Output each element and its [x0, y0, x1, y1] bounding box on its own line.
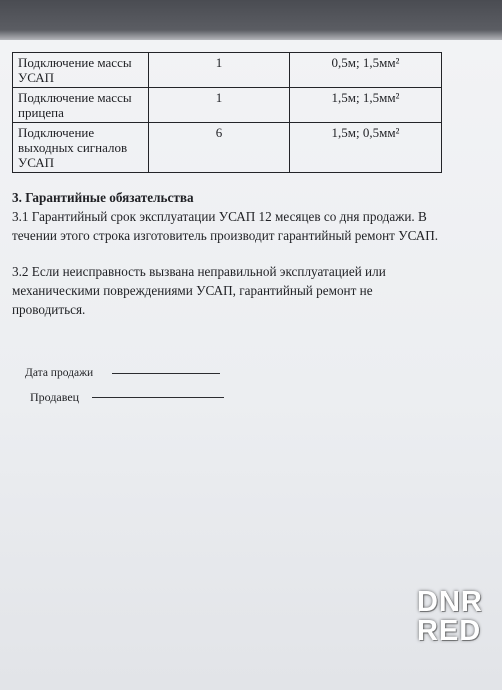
cable-section-cell: 1,5м; 1,5мм²	[290, 88, 442, 123]
warranty-paragraph-1: 3.1 Гарантийный срок эксплуатации УСАП 12 месяцев со дня продажи. В течении этого строка изготовитель производит гарантийный ремонт УСАП.	[12, 209, 439, 243]
cable-qty-cell: 1	[149, 88, 290, 123]
table-row	[13, 88, 442, 123]
sale-date-label: Дата продажи	[25, 367, 94, 379]
watermark-line-1: DNR	[417, 586, 483, 618]
cable-name-cell: Подключение выходных сигналов УСАП	[13, 123, 149, 173]
cable-qty-cell: 1	[149, 53, 290, 88]
sale-date-line	[112, 373, 220, 374]
seller-line	[92, 397, 224, 398]
cable-qty-cell: 6	[149, 123, 290, 173]
warranty-paragraph-2: 3.2 Если неисправность вызвана неправильной эксплуатацией или механическими повреждениями УСАП, гарантийный ремонт не проводиться.	[12, 264, 386, 317]
table-row	[13, 53, 442, 88]
section-heading: 3. Гарантийные обязательства	[12, 190, 194, 205]
cable-name-cell: Подключение массы УСАП	[13, 53, 149, 88]
seller-label: Продавец	[30, 390, 80, 404]
watermark-line-2: RED	[417, 615, 482, 647]
cable-section-cell: 1,5м; 0,5мм²	[290, 123, 442, 173]
table-row	[13, 123, 442, 173]
connections-table	[12, 52, 442, 173]
cable-name-cell: Подключение массы прицепа	[13, 88, 149, 123]
cable-section-cell: 0,5м; 1,5мм²	[290, 53, 442, 88]
watermark-logo	[417, 588, 491, 646]
